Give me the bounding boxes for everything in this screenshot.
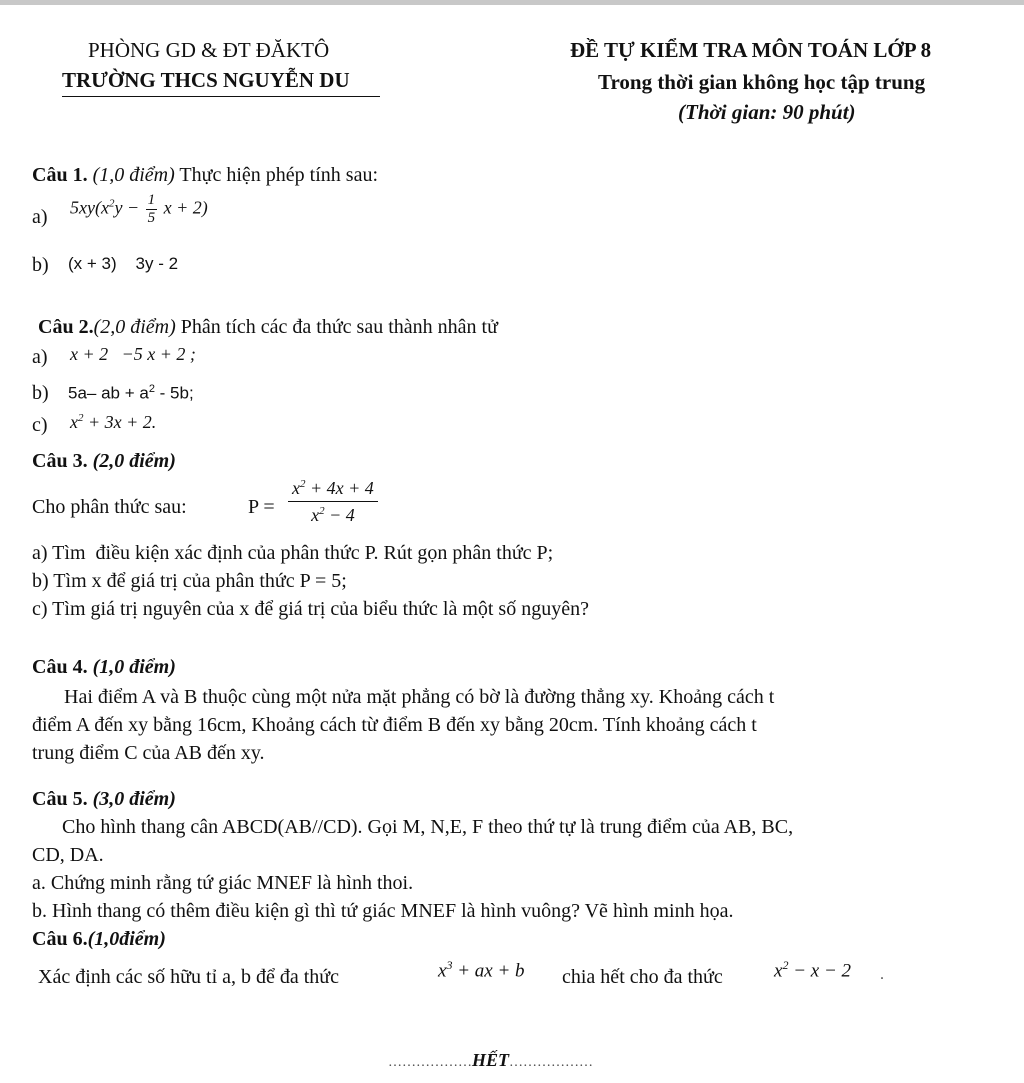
end-marker [388, 1050, 593, 1071]
question-4-points: (1,0 điểm) [92, 656, 176, 678]
q6-polynomial-1: $x^3$ + ax + b [438, 958, 525, 982]
exam-subtitle: Trong thời gian không học tập trung [598, 70, 926, 94]
question-4-heading [32, 656, 176, 679]
end-dots-right: ……………… [509, 1055, 594, 1070]
q6-polynomial-2: $x^2 - x - 2$ [774, 958, 852, 982]
school-underline [62, 96, 380, 97]
question-6-points: (1,0điểm) [87, 928, 166, 950]
q3-p-equals: P = [248, 496, 275, 518]
question-6-heading [32, 928, 166, 951]
q6-text-2: chia hết cho đa thức [562, 966, 723, 988]
q1-a-expression: $5xy(x^2y$ − $\frac{1}{5}$ x + 2) [70, 192, 208, 226]
question-1-points: (1,0 điểm) [92, 164, 175, 186]
question-3-label: Câu 3. [32, 450, 88, 472]
q3-fraction-p [288, 478, 378, 526]
question-3-points: (2,0 điểm) [92, 450, 176, 472]
q2-c-expression: $x^2 + 3x + 2$. [70, 412, 157, 432]
end-dots-left: ……………… [388, 1055, 472, 1070]
q3-part-a: a) Tìm điều kiện xác định của phân thức P. Rút gọn phân thức P; [32, 542, 554, 564]
q2-c-label: c) [32, 414, 48, 436]
question-2-label: Câu 2. [38, 316, 94, 338]
q2-b-label: b) [32, 382, 49, 404]
end-text: HẾT [472, 1050, 510, 1070]
question-2-heading [38, 316, 498, 339]
q6-end-dot: . [880, 966, 884, 983]
q6-text-1: Xác định các số hữu tỉ a, b để đa thức [38, 966, 340, 988]
question-1-heading [32, 164, 378, 187]
q1-b-label: b) [32, 254, 49, 276]
question-3-heading [32, 450, 176, 473]
school-name: TRƯỜNG THCS NGUYỄN DU [62, 68, 350, 92]
question-1-prompt: Thực hiện phép tính sau: [179, 164, 378, 186]
q3-part-b: b) Tìm x để giá trị của phân thức P = 5; [32, 570, 347, 592]
q5-line-2: CD, DA. [32, 844, 104, 866]
q4-line-3: trung điểm C của AB đến xy. [32, 742, 265, 764]
top-border [0, 0, 1024, 5]
q3-numerator: $x^2 + 4x + 4$ [288, 478, 378, 502]
q5-part-b: b. Hình thang có thêm điều kiện gì thì tứ giác MNEF là hình vuông? Vẽ hình minh họa. [32, 900, 734, 922]
q1-a-fraction: $\frac{1}{5}$ [147, 192, 156, 226]
q3-denominator: $x^2 - 4$ [311, 505, 355, 525]
exam-title: ĐỀ TỰ KIỂM TRA MÔN TOÁN LỚP 8 [570, 38, 932, 62]
question-5-points: (3,0 điểm) [92, 788, 176, 810]
q4-line-2: điểm A đến xy bằng 16cm, Khoảng cách từ điểm B đến xy bằng 20cm. Tính khoảng cách t [32, 714, 757, 736]
department-name: PHÒNG GD & ĐT ĐĂKTÔ [88, 38, 330, 62]
q1-a-label: a) [32, 206, 48, 228]
question-5-label: Câu 5. [32, 788, 88, 810]
question-1-label: Câu 1. [32, 164, 88, 186]
q2-a-expression: x + 2 −5 x + 2 ; [70, 344, 196, 364]
q4-line-1: Hai điểm A và B thuộc cùng một nửa mặt phẳng có bờ là đường thẳng xy. Khoảng cách t [64, 686, 775, 708]
question-5-heading [32, 788, 176, 811]
q3-part-c: c) Tìm giá trị nguyên của x để giá trị của biểu thức là một số nguyên? [32, 598, 589, 620]
q2-a-label: a) [32, 346, 48, 368]
question-2-points: (2,0 điểm) [93, 316, 176, 338]
q5-line-1: Cho hình thang cân ABCD(AB//CD). Gọi M, N,E, F theo thứ tự là trung điểm của AB, BC, [62, 816, 794, 838]
q2-b-expression: 5a– ab + $a^2 - 5b$; [68, 383, 194, 403]
q1-b-expression: (x + 3) 3y - 2 [68, 254, 179, 273]
question-6-label: Câu 6. [32, 928, 88, 950]
exam-duration: (Thời gian: 90 phút) [678, 100, 856, 124]
q5-part-a: a. Chứng minh rằng tứ giác MNEF là hình thoi. [32, 872, 414, 894]
q3-intro: Cho phân thức sau: [32, 496, 187, 518]
question-2-prompt: Phân tích các đa thức sau thành nhân tử [180, 316, 498, 338]
question-4-label: Câu 4. [32, 656, 88, 678]
